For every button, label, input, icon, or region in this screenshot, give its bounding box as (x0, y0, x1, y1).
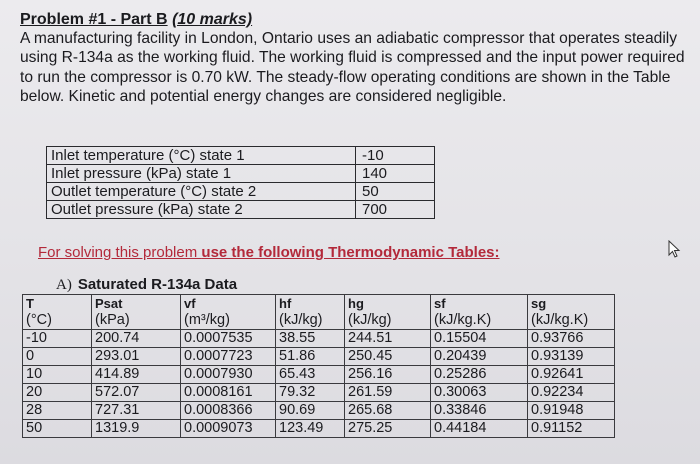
table-cell: 414.89 (92, 366, 181, 384)
column-symbol: hg (345, 295, 431, 313)
table-cell: 50 (23, 420, 92, 438)
problem-title-main: Problem #1 - Part B (20, 11, 168, 28)
table-cell: 0.30063 (431, 384, 528, 402)
section-letter: A) (56, 277, 72, 293)
tables-heading (38, 244, 500, 261)
table-cell: 0.0008366 (181, 402, 276, 420)
column-unit: (m³/kg) (181, 312, 276, 330)
table-cell: 0.0007723 (181, 348, 276, 366)
table-cell: 90.69 (276, 402, 345, 420)
column-symbol: vf (181, 295, 276, 313)
condition-value: -10 (356, 147, 435, 165)
condition-label: Outlet temperature (°C) state 2 (47, 183, 356, 201)
table-cell: 0.25286 (431, 366, 528, 384)
table-cell: 0.92234 (528, 384, 615, 402)
table-row (23, 330, 615, 348)
mouse-pointer-icon (668, 240, 682, 258)
column-unit: (kJ/kg.K) (528, 312, 615, 330)
table-cell: 0 (23, 348, 92, 366)
table-row (47, 165, 435, 183)
table-cell: 256.16 (345, 366, 431, 384)
table-cell: 0.92641 (528, 366, 615, 384)
table-row (23, 366, 615, 384)
table-cell: 261.59 (345, 384, 431, 402)
table-cell: 0.0007930 (181, 366, 276, 384)
problem-statement: A manufacturing facility in London, Ontario uses an adiabatic compressor that operates steadily using R-134a as the working fluid. The working fluid is compressed and the input power required to run the compressor is 0.70 kW. The steady-flow operating conditions are shown in the Table below. Kinetic and potential energy changes are considered negligible. (20, 30, 685, 106)
column-unit: (kPa) (92, 312, 181, 330)
column-unit: (kJ/kg.K) (431, 312, 528, 330)
table-cell: 123.49 (276, 420, 345, 438)
column-symbol: T (23, 295, 92, 313)
condition-label: Inlet temperature (°C) state 1 (47, 147, 356, 165)
table-cell: 38.55 (276, 330, 345, 348)
condition-value: 50 (356, 183, 435, 201)
table-cell: 572.07 (92, 384, 181, 402)
condition-label: Outlet pressure (kPa) state 2 (47, 201, 356, 219)
operating-conditions-table (46, 146, 435, 219)
saturated-r134a-table (22, 294, 615, 438)
table-cell: -10 (23, 330, 92, 348)
table-cell: 0.91948 (528, 402, 615, 420)
table-cell: 0.15504 (431, 330, 528, 348)
table-cell: 244.51 (345, 330, 431, 348)
table-cell: 1319.9 (92, 420, 181, 438)
table-cell: 65.43 (276, 366, 345, 384)
tables-heading-intro: For solving this problem (38, 244, 202, 261)
table-cell: 28 (23, 402, 92, 420)
table-row (47, 147, 435, 165)
column-symbol: Psat (92, 295, 181, 313)
table-cell: 0.33846 (431, 402, 528, 420)
problem-title (20, 10, 252, 29)
column-unit: (kJ/kg) (345, 312, 431, 330)
table-row (47, 201, 435, 219)
table-cell: 51.86 (276, 348, 345, 366)
column-unit: (kJ/kg) (276, 312, 345, 330)
table-cell: 275.25 (345, 420, 431, 438)
table-cell: 250.45 (345, 348, 431, 366)
tables-heading-emphasis: use the following Thermodynamic Tables: (201, 244, 500, 261)
table-cell: 200.74 (92, 330, 181, 348)
column-symbol: hf (276, 295, 345, 313)
table-cell: 0.0008161 (181, 384, 276, 402)
problem-title-marks: (10 marks) (172, 11, 253, 28)
column-symbol: sg (528, 295, 615, 313)
section-title (56, 276, 237, 294)
table-cell: 293.01 (92, 348, 181, 366)
table-cell: 0.93766 (528, 330, 615, 348)
table-cell: 0.44184 (431, 420, 528, 438)
table-cell: 0.91152 (528, 420, 615, 438)
table-row (23, 420, 615, 438)
table-cell: 0.93139 (528, 348, 615, 366)
table-row (47, 183, 435, 201)
column-symbol: sf (431, 295, 528, 313)
condition-value: 140 (356, 165, 435, 183)
table-cell: 0.20439 (431, 348, 528, 366)
table-cell: 10 (23, 366, 92, 384)
table-row (23, 348, 615, 366)
table-header-units (23, 312, 615, 330)
table-cell: 0.0007535 (181, 330, 276, 348)
table-cell: 0.0009073 (181, 420, 276, 438)
table-cell: 265.68 (345, 402, 431, 420)
table-cell: 727.31 (92, 402, 181, 420)
condition-value: 700 (356, 201, 435, 219)
table-row (23, 402, 615, 420)
column-unit: (°C) (23, 312, 92, 330)
section-title-text: Saturated R-134a Data (77, 276, 238, 293)
condition-label: Inlet pressure (kPa) state 1 (47, 165, 356, 183)
table-cell: 79.32 (276, 384, 345, 402)
table-row (23, 384, 615, 402)
table-cell: 20 (23, 384, 92, 402)
table-header-symbols (23, 295, 615, 313)
